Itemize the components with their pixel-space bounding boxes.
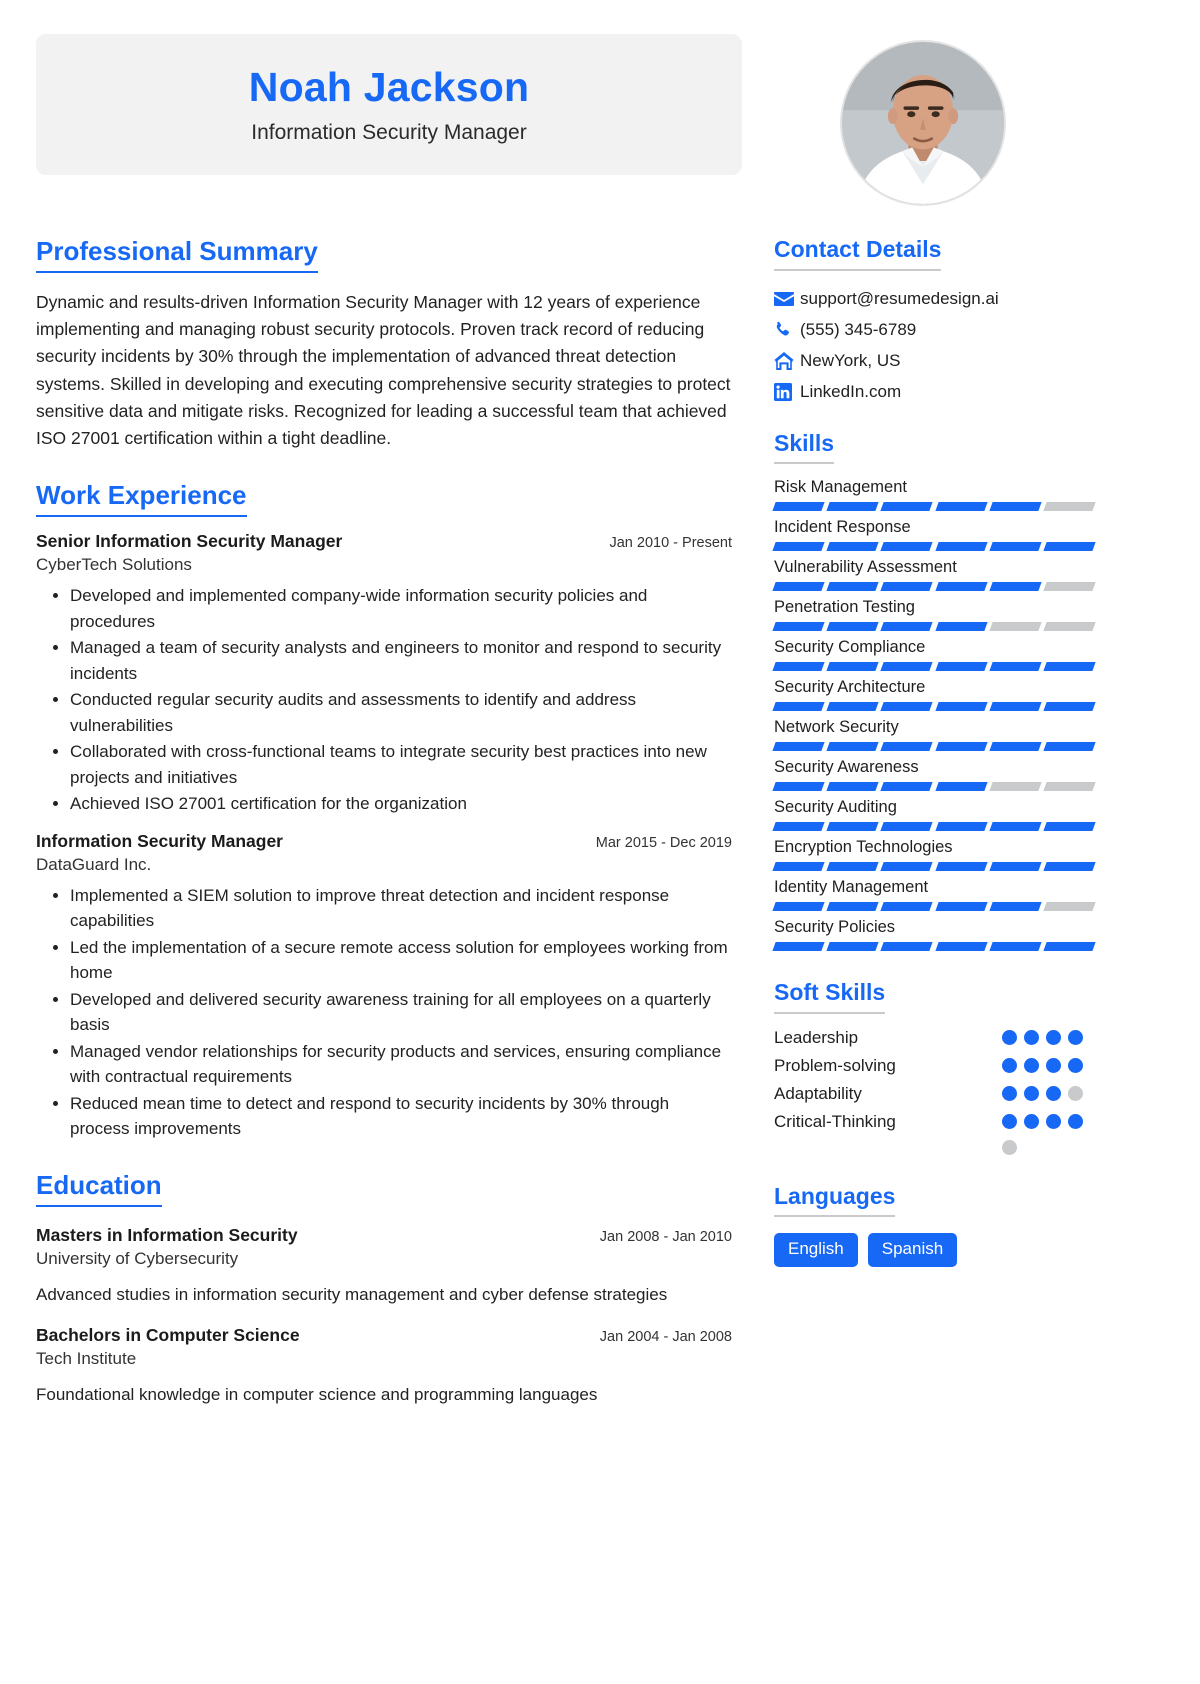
section-title-soft-skills: Soft Skills xyxy=(774,979,885,1014)
section-professional-summary xyxy=(36,236,732,452)
education-school: University of Cybersecurity xyxy=(36,1248,239,1268)
skill-segment xyxy=(935,702,987,711)
skill-segment xyxy=(935,862,987,871)
rating-dot xyxy=(1068,1086,1083,1101)
skill-segment xyxy=(827,622,879,631)
skill-label: Penetration Testing xyxy=(774,598,915,617)
skill-segment xyxy=(1043,902,1095,911)
section-title-contact: Contact Details xyxy=(774,236,941,271)
skill-segment xyxy=(935,662,987,671)
rating-dot xyxy=(1002,1058,1017,1073)
skill-row xyxy=(774,878,1094,911)
skill-segment xyxy=(1043,582,1095,591)
soft-skill-row-overflow xyxy=(774,1140,1094,1155)
skill-segment xyxy=(989,942,1041,951)
skill-level-bar xyxy=(774,702,1094,711)
experience-bullet: • Developed and delivered security awareness training for all employees on a quarterly basis xyxy=(70,987,732,1038)
rating-dot xyxy=(1024,1086,1039,1101)
skill-segment xyxy=(827,502,879,511)
skill-segment xyxy=(1043,702,1095,711)
skill-label: Security Policies xyxy=(774,918,896,937)
skill-label: Encryption Technologies xyxy=(774,838,953,857)
languages-list xyxy=(774,1233,1094,1266)
skill-segment xyxy=(827,662,879,671)
skill-segment xyxy=(989,662,1041,671)
rating-dot xyxy=(1068,1030,1083,1045)
skill-level-bar xyxy=(774,662,1094,671)
section-title-education: Education xyxy=(36,1170,162,1207)
name-card xyxy=(36,34,742,175)
section-languages xyxy=(774,1183,1094,1267)
skill-level-bar xyxy=(774,582,1094,591)
section-skills xyxy=(774,430,1094,952)
skill-segment xyxy=(772,822,824,831)
resume-body xyxy=(36,236,1164,1436)
sidebar-column xyxy=(774,236,1094,1295)
experience-bullet: • Managed vendor relationships for security products and services, ensuring compliance with contractual requirements xyxy=(70,1039,732,1090)
skill-segment xyxy=(989,862,1041,871)
skill-segment xyxy=(935,822,987,831)
skill-segment xyxy=(772,942,824,951)
soft-skill-label: Critical-Thinking xyxy=(774,1111,896,1131)
skill-segment xyxy=(772,622,824,631)
skill-segment xyxy=(881,942,933,951)
experience-bullet: • Achieved ISO 27001 certification for the organization xyxy=(70,791,732,817)
skill-segment xyxy=(772,782,824,791)
skill-level-bar xyxy=(774,822,1094,831)
contact-linkedin-value: LinkedIn.com xyxy=(800,381,902,401)
experience-bullet: • Implemented a SIEM solution to improve threat detection and incident response capabilities xyxy=(70,883,732,934)
experience-date: Jan 2010 - Present xyxy=(609,535,732,552)
experience-company: DataGuard Inc. xyxy=(36,854,152,874)
skill-segment xyxy=(1043,502,1095,511)
section-work-experience xyxy=(36,480,732,1142)
home-icon xyxy=(774,352,800,370)
skill-label: Security Awareness xyxy=(774,758,919,777)
skill-segment xyxy=(989,542,1041,551)
education-degree: Masters in Information Security xyxy=(36,1224,298,1245)
skill-segment xyxy=(827,742,879,751)
soft-skill-label: Problem-solving xyxy=(774,1055,896,1075)
skill-segment xyxy=(989,742,1041,751)
skill-row xyxy=(774,478,1094,511)
experience-role: Information Security Manager xyxy=(36,830,283,851)
experience-bullets xyxy=(36,583,732,817)
avatar xyxy=(840,40,1006,206)
skill-segment xyxy=(935,782,987,791)
education-description: Foundational knowledge in computer science and programming languages xyxy=(36,1385,598,1405)
experience-bullet: • Led the implementation of a secure remote access solution for employees working from home xyxy=(70,935,732,986)
skill-segment xyxy=(989,782,1041,791)
education-entry xyxy=(36,1225,732,1308)
skill-segment xyxy=(827,902,879,911)
skill-segment xyxy=(881,782,933,791)
contact-item-location[interactable] xyxy=(774,351,1094,371)
soft-skills-list xyxy=(774,1028,1094,1155)
rating-dot xyxy=(1046,1086,1061,1101)
education-description: Advanced studies in information security management and cyber defense strategies xyxy=(36,1284,668,1304)
linkedin-icon xyxy=(774,383,800,401)
soft-skill-rating xyxy=(1002,1030,1094,1045)
skill-segment xyxy=(881,822,933,831)
education-school: Tech Institute xyxy=(36,1349,137,1369)
section-title-summary: Professional Summary xyxy=(36,236,318,273)
contact-item-phone[interactable] xyxy=(774,320,1094,340)
skill-segment xyxy=(772,702,824,711)
education-entry-header xyxy=(36,1325,732,1346)
rating-dot xyxy=(1002,1030,1017,1045)
skills-list xyxy=(774,478,1094,951)
skill-segment xyxy=(772,582,824,591)
experience-entry-header xyxy=(36,531,732,552)
experience-date: Mar 2015 - Dec 2019 xyxy=(595,834,732,851)
skill-segment xyxy=(772,742,824,751)
skill-segment xyxy=(827,942,879,951)
soft-skill-row xyxy=(774,1028,1094,1048)
skill-segment xyxy=(1043,742,1095,751)
experience-bullets xyxy=(36,883,732,1142)
experience-role: Senior Information Security Manager xyxy=(36,531,343,552)
summary-text: Dynamic and results-driven Information Security Manager with 12 years of experience implementing and managing robust security protocols. Proven track record of reducing security incidents by 30% through the implementation of advanced threat detection systems. Skilled in developing and executing comprehensive security strategies to protect sensitive data and mitigate risks. Recognized for leading a successful team that achieved ISO 27001 certification within a tight deadline. xyxy=(36,292,731,448)
section-title-skills: Skills xyxy=(774,430,834,465)
skill-segment xyxy=(827,822,879,831)
skill-label: Security Architecture xyxy=(774,678,926,697)
skill-row xyxy=(774,638,1094,671)
skill-row xyxy=(774,598,1094,631)
skill-label: Network Security xyxy=(774,718,899,737)
soft-skill-rating xyxy=(1002,1058,1094,1073)
contact-item-email[interactable] xyxy=(774,289,1094,309)
skill-segment xyxy=(989,582,1041,591)
contact-item-linkedin[interactable] xyxy=(774,382,1094,402)
skill-segment xyxy=(772,502,824,511)
skill-level-bar xyxy=(774,542,1094,551)
soft-skill-row xyxy=(774,1112,1094,1132)
profile-photo xyxy=(840,40,1006,206)
skill-segment xyxy=(881,702,933,711)
skill-segment xyxy=(989,822,1041,831)
skill-segment xyxy=(827,702,879,711)
skill-segment xyxy=(772,862,824,871)
rating-dot xyxy=(1068,1114,1083,1129)
skill-segment xyxy=(1043,862,1095,871)
contact-email-value: support@resumedesign.ai xyxy=(800,288,999,308)
skill-label: Security Compliance xyxy=(774,638,926,657)
experience-bullet: • Reduced mean time to detect and respond to security incidents by 30% through process improvements xyxy=(70,1091,732,1142)
language-chip[interactable]: Spanish xyxy=(868,1233,957,1266)
rating-dot xyxy=(1046,1030,1061,1045)
language-chip[interactable]: English xyxy=(774,1233,858,1266)
rating-dot xyxy=(1002,1086,1017,1101)
contact-list xyxy=(774,289,1094,402)
phone-icon xyxy=(774,321,800,339)
skill-segment xyxy=(772,902,824,911)
skill-level-bar xyxy=(774,622,1094,631)
main-column xyxy=(36,236,742,1436)
skill-segment xyxy=(1043,662,1095,671)
skill-segment xyxy=(827,582,879,591)
skill-level-bar xyxy=(774,862,1094,871)
skill-label: Identity Management xyxy=(774,878,929,897)
soft-skill-label: Leadership xyxy=(774,1027,859,1047)
skill-row xyxy=(774,758,1094,791)
experience-entry xyxy=(36,531,732,817)
skill-segment xyxy=(772,542,824,551)
section-title-work-experience: Work Experience xyxy=(36,480,247,517)
skill-segment xyxy=(935,622,987,631)
experience-company: CyberTech Solutions xyxy=(36,555,192,575)
rating-dot xyxy=(1024,1030,1039,1045)
skill-segment xyxy=(1043,942,1095,951)
skill-segment xyxy=(935,902,987,911)
page-title: Noah Jackson xyxy=(248,64,530,110)
skill-segment xyxy=(1043,622,1095,631)
skill-segment xyxy=(935,942,987,951)
skill-segment xyxy=(935,502,987,511)
skill-row xyxy=(774,678,1094,711)
soft-skill-rating-overflow xyxy=(1002,1140,1094,1155)
section-title-languages: Languages xyxy=(774,1183,895,1218)
skill-segment xyxy=(881,582,933,591)
skill-label: Risk Management xyxy=(774,478,907,497)
education-date: Jan 2008 - Jan 2010 xyxy=(599,1228,732,1245)
contact-phone-value: (555) 345-6789 xyxy=(800,319,917,339)
skill-level-bar xyxy=(774,502,1094,511)
skill-segment xyxy=(935,582,987,591)
section-education xyxy=(36,1170,732,1408)
job-title: Information Security Manager xyxy=(251,121,527,145)
section-soft-skills xyxy=(774,979,1094,1155)
skill-segment xyxy=(827,782,879,791)
skill-segment xyxy=(1043,542,1095,551)
skill-segment xyxy=(827,542,879,551)
skill-segment xyxy=(881,542,933,551)
rating-dot xyxy=(1002,1114,1017,1129)
skill-row xyxy=(774,838,1094,871)
skill-segment xyxy=(989,502,1041,511)
skill-label: Incident Response xyxy=(774,518,911,537)
skill-segment xyxy=(881,502,933,511)
skill-segment xyxy=(772,662,824,671)
skill-segment xyxy=(1043,782,1095,791)
skill-level-bar xyxy=(774,902,1094,911)
skill-row xyxy=(774,798,1094,831)
skill-segment xyxy=(989,902,1041,911)
skill-level-bar xyxy=(774,942,1094,951)
skill-segment xyxy=(881,622,933,631)
soft-skill-row xyxy=(774,1056,1094,1076)
skill-segment xyxy=(989,702,1041,711)
education-entry-header xyxy=(36,1225,732,1246)
education-entry xyxy=(36,1325,732,1408)
soft-skill-rating xyxy=(1002,1114,1094,1129)
envelope-icon xyxy=(774,291,800,307)
experience-entry-header xyxy=(36,831,732,852)
skill-label: Vulnerability Assessment xyxy=(774,558,957,577)
skill-segment xyxy=(881,662,933,671)
skill-segment xyxy=(935,542,987,551)
rating-dot xyxy=(1046,1058,1061,1073)
skill-level-bar xyxy=(774,782,1094,791)
rating-dot xyxy=(1002,1140,1017,1155)
skill-segment xyxy=(935,742,987,751)
experience-bullet: • Conducted regular security audits and assessments to identify and address vulnerabilities xyxy=(70,687,732,738)
skill-segment xyxy=(827,862,879,871)
soft-skill-rating xyxy=(1002,1086,1094,1101)
soft-skill-row xyxy=(774,1084,1094,1104)
experience-bullet: • Collaborated with cross-functional teams to integrate security best practices into new projects and initiatives xyxy=(70,739,732,790)
contact-location-value: NewYork, US xyxy=(800,350,901,370)
resume-header xyxy=(36,30,1164,206)
rating-dot xyxy=(1068,1058,1083,1073)
rating-dot xyxy=(1024,1114,1039,1129)
experience-bullet: • Managed a team of security analysts and engineers to monitor and respond to security incidents xyxy=(70,635,732,686)
skill-row xyxy=(774,918,1094,951)
soft-skill-label: Adaptability xyxy=(774,1083,862,1103)
education-degree: Bachelors in Computer Science xyxy=(36,1325,300,1346)
rating-dot xyxy=(1046,1114,1061,1129)
skill-label: Security Auditing xyxy=(774,798,897,817)
skill-segment xyxy=(989,622,1041,631)
skill-row xyxy=(774,558,1094,591)
skill-segment xyxy=(1043,822,1095,831)
skill-row xyxy=(774,718,1094,751)
skill-segment xyxy=(881,742,933,751)
skill-segment xyxy=(881,862,933,871)
skill-row xyxy=(774,518,1094,551)
skill-level-bar xyxy=(774,742,1094,751)
skill-segment xyxy=(881,902,933,911)
education-date: Jan 2004 - Jan 2008 xyxy=(599,1329,732,1346)
experience-entry xyxy=(36,831,732,1142)
section-contact-details xyxy=(774,236,1094,402)
rating-dot xyxy=(1024,1058,1039,1073)
experience-bullet: • Developed and implemented company-wide information security policies and procedures xyxy=(70,583,732,634)
